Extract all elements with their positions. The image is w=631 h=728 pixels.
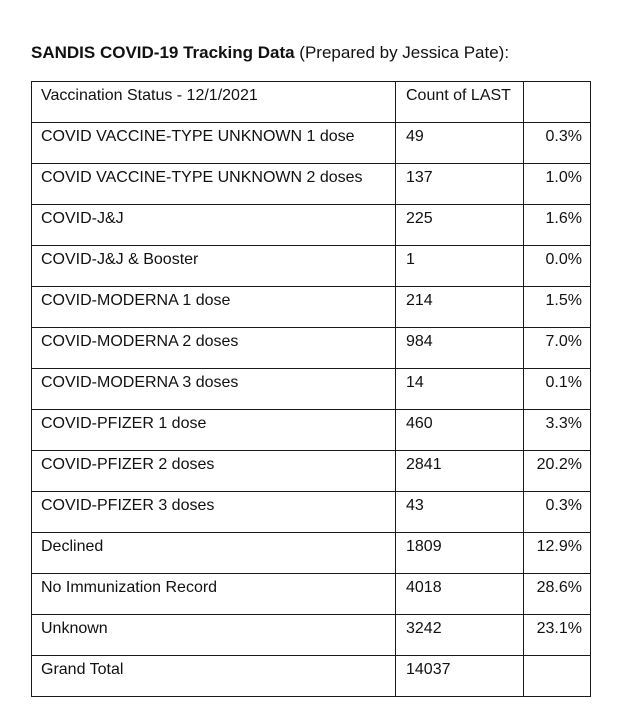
table-row	[32, 287, 591, 328]
cell-count: 137	[396, 164, 524, 205]
table-row	[32, 205, 591, 246]
table-row	[32, 533, 591, 574]
cell-count: 14	[396, 369, 524, 410]
table-row	[32, 246, 591, 287]
header-status: Vaccination Status - 12/1/2021	[32, 82, 396, 123]
cell-count: 3242	[396, 615, 524, 656]
cell-count: 43	[396, 492, 524, 533]
cell-percent: 3.3%	[524, 410, 591, 451]
cell-count: 49	[396, 123, 524, 164]
table-row	[32, 574, 591, 615]
cell-status: Unknown	[32, 615, 396, 656]
cell-status: Grand Total	[32, 656, 396, 697]
cell-status: COVID VACCINE-TYPE UNKNOWN 1 dose	[32, 123, 396, 164]
cell-count: 214	[396, 287, 524, 328]
cell-percent: 1.5%	[524, 287, 591, 328]
cell-percent: 28.6%	[524, 574, 591, 615]
cell-count: 2841	[396, 451, 524, 492]
table-body	[32, 82, 591, 697]
cell-count: 225	[396, 205, 524, 246]
cell-status: No Immunization Record	[32, 574, 396, 615]
table-row	[32, 451, 591, 492]
cell-count: 4018	[396, 574, 524, 615]
cell-status: COVID-J&J	[32, 205, 396, 246]
table-row	[32, 123, 591, 164]
table-row	[32, 615, 591, 656]
cell-percent	[524, 656, 591, 697]
cell-count: 1809	[396, 533, 524, 574]
table-row	[32, 164, 591, 205]
table-row	[32, 369, 591, 410]
cell-percent: 1.6%	[524, 205, 591, 246]
header-percent	[524, 82, 591, 123]
cell-status: COVID-PFIZER 3 doses	[32, 492, 396, 533]
table-row	[32, 492, 591, 533]
cell-status: COVID-MODERNA 1 dose	[32, 287, 396, 328]
cell-percent: 0.1%	[524, 369, 591, 410]
cell-percent: 23.1%	[524, 615, 591, 656]
cell-percent: 0.3%	[524, 123, 591, 164]
vaccination-table	[31, 81, 591, 697]
table-header-row	[32, 82, 591, 123]
cell-percent: 20.2%	[524, 451, 591, 492]
table-row	[32, 328, 591, 369]
table-row	[32, 410, 591, 451]
cell-percent: 0.0%	[524, 246, 591, 287]
document-title	[31, 42, 509, 64]
cell-status: COVID VACCINE-TYPE UNKNOWN 2 doses	[32, 164, 396, 205]
cell-status: COVID-J&J & Booster	[32, 246, 396, 287]
cell-status: Declined	[32, 533, 396, 574]
title-subtitle: (Prepared by Jessica Pate):	[294, 43, 510, 62]
table-row	[32, 656, 591, 697]
cell-status: COVID-MODERNA 3 doses	[32, 369, 396, 410]
header-count: Count of LAST	[396, 82, 524, 123]
cell-count: 14037	[396, 656, 524, 697]
cell-count: 984	[396, 328, 524, 369]
cell-percent: 7.0%	[524, 328, 591, 369]
cell-status: COVID-MODERNA 2 doses	[32, 328, 396, 369]
cell-percent: 0.3%	[524, 492, 591, 533]
cell-status: COVID-PFIZER 2 doses	[32, 451, 396, 492]
cell-count: 460	[396, 410, 524, 451]
cell-status: COVID-PFIZER 1 dose	[32, 410, 396, 451]
cell-percent: 12.9%	[524, 533, 591, 574]
cell-count: 1	[396, 246, 524, 287]
cell-percent: 1.0%	[524, 164, 591, 205]
title-bold: SANDIS COVID-19 Tracking Data	[31, 43, 295, 62]
